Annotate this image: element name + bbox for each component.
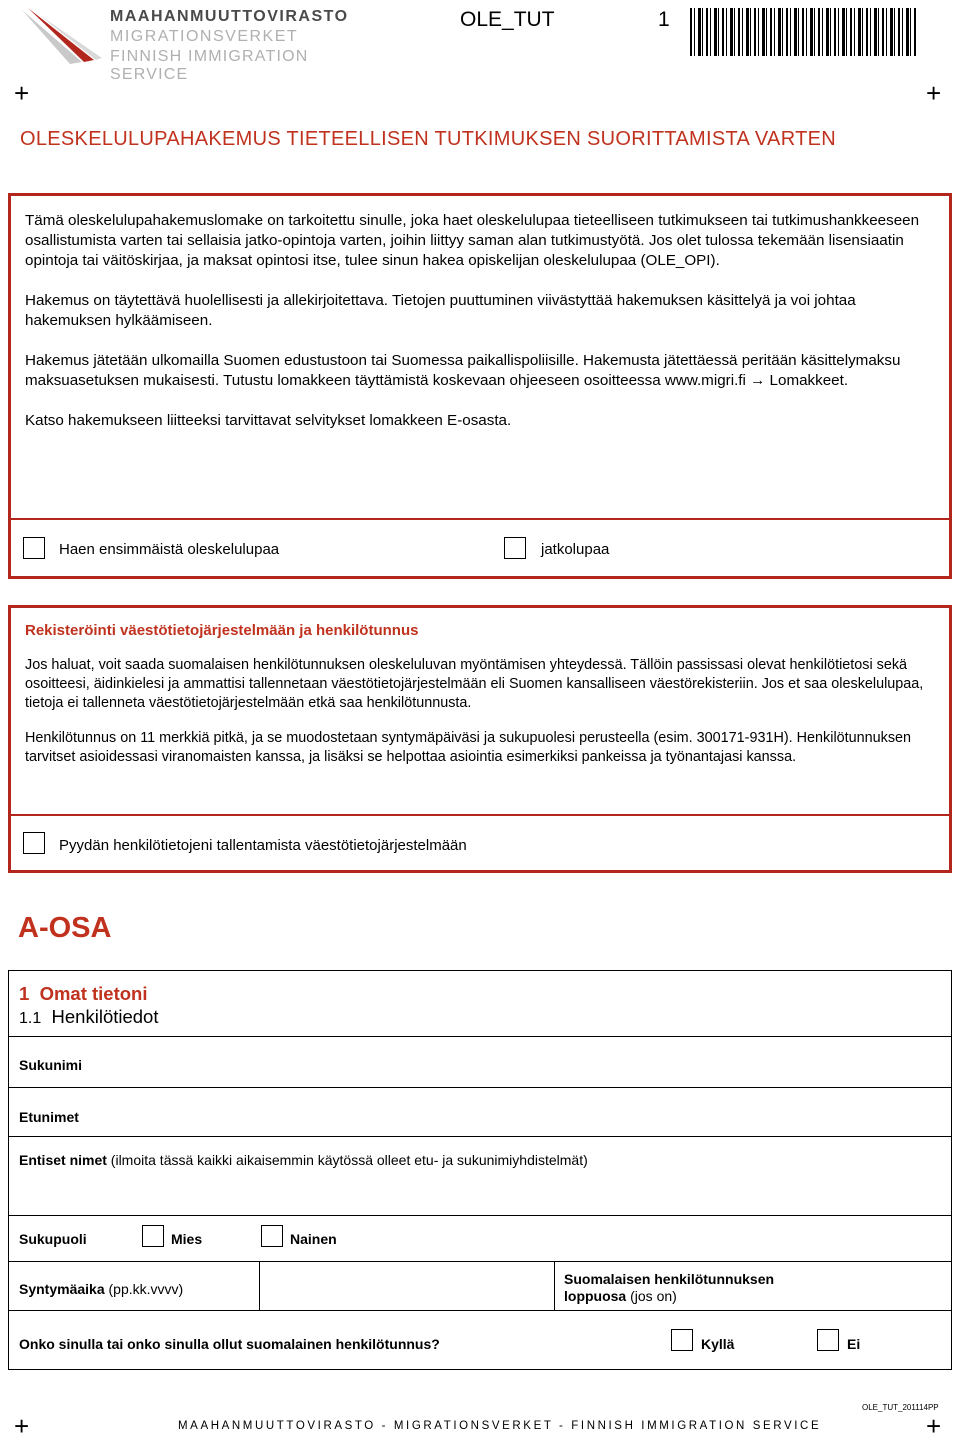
intro-paragraph: Katso hakemukseen liitteeksi tarvittavat selvitykset lomakkeen E-osasta.	[25, 412, 512, 429]
registration-mark-icon: +	[14, 78, 30, 108]
org-name-sv: MIGRATIONSVERKET	[110, 28, 299, 45]
intro-text	[25, 211, 935, 451]
pin-end-field[interactable]	[729, 1262, 951, 1310]
section-1-heading: 1 Omat tietoni	[19, 983, 148, 1004]
sex-female-label: Nainen	[290, 1231, 337, 1247]
surname-field[interactable]	[109, 1037, 951, 1087]
divider	[11, 814, 949, 816]
section-1-1-heading: 1.1 Henkilötiedot	[19, 1006, 159, 1027]
registration-paragraph: Henkilötunnus on 11 merkkiä pitkä, ja se muodostetaan syntymäpäiväsi ja sukupuolesi perusteella (esim. 300171-931H). Henkilötunnuksen tarvitset asioidessasi viranomaisten kanssa, ja lisäksi se helpottaa asiointia esimerkiksi pankeissa ja työnantajasi kanssa.	[25, 730, 912, 765]
page-number: 1	[658, 8, 670, 31]
version-code: OLE_TUT_201114PP	[862, 1403, 939, 1412]
registration-panel	[8, 605, 952, 873]
org-name-en: FINNISH IMMIGRATION SERVICE	[110, 48, 309, 83]
had-pin-question: Onko sinulla tai onko sinulla ollut suomalainen henkilötunnus?	[19, 1336, 440, 1352]
logo-wing-icon	[18, 4, 108, 72]
row-divider	[9, 1215, 951, 1216]
divider	[11, 518, 949, 520]
registration-mark-icon: +	[14, 1411, 30, 1439]
intro-paragraph: Tämä oleskelulupahakemuslomake on tarkoitettu sinulle, joka haet oleskelulupaa tieteelliseen tutkimukseen tai tutkimushankkeeseen osallistumista varten tai sellaisia jatko-opintoja varten, joihin liittyy saman alan tutkimustyötä. Jos olet tulossa tekemään lisensiaatin opintoja tai väitöskirjaa, ja maksat opintosi itse, tulee sinun hakea opiskelijan oleskelulupaa (OLE_OPI).	[25, 212, 920, 269]
registration-mark-icon: +	[926, 1411, 942, 1439]
extension-permit-checkbox[interactable]	[504, 537, 526, 559]
register-request-label: Pyydän henkilötietojeni tallentamista väestötietojärjestelmään	[59, 837, 467, 854]
row-divider	[9, 1136, 951, 1137]
form-code: OLE_TUT	[460, 8, 555, 31]
page-title: OLESKELULUPAHAKEMUS TIETEELLISEN TUTKIMUKSEN SUORITTAMISTA VARTEN	[20, 128, 836, 150]
former-names-label: Entiset nimet (ilmoita tässä kaikki aikaisemmin käytössä olleet etu- ja sukunimiyhdistelmät)	[19, 1152, 588, 1168]
had-pin-no-checkbox[interactable]	[817, 1329, 839, 1351]
registration-mark-icon: +	[926, 78, 942, 108]
registration-paragraph: Jos haluat, voit saada suomalaisen henkilötunnuksen oleskeluluvan myöntämisen yhteydessä. Tällöin passissasi olevat henkilötietosi sekä osoitteesi, äidinkielesi ja ammattisi tallennetaan väestötietojärjestelmään eli Suomen kansalliseen väestörekisteriin. Jos et saa oleskelulupaa, tietoja ei tallenneta väestötietojärjestelmään etkä saa henkilötunnusta.	[25, 657, 924, 711]
extension-permit-label: jatkolupaa	[541, 541, 610, 558]
surname-label: Sukunimi	[19, 1057, 83, 1073]
sex-female-checkbox[interactable]	[261, 1225, 283, 1247]
org-name-fi: MAAHANMUUTTOVIRASTO	[110, 8, 349, 25]
column-divider	[554, 1261, 555, 1310]
intro-paragraph: Hakemus on täytettävä huolellisesti ja allekirjoitettava. Tietojen puuttuminen viivästyttää hakemuksen käsittelyä ja voi johtaa hakemuksen hylkäämiseen.	[25, 292, 856, 329]
footer-org-line: MAAHANMUUTTOVIRASTO - MIGRATIONSVERKET - FINNISH IMMIGRATION SERVICE	[178, 1420, 822, 1432]
register-request-checkbox[interactable]	[23, 832, 45, 854]
first-permit-label: Haen ensimmäistä oleskelulupaa	[59, 541, 280, 558]
had-pin-yes-checkbox[interactable]	[671, 1329, 693, 1351]
registration-text	[25, 656, 935, 787]
barcode-icon	[690, 8, 918, 56]
arrow-right-icon: →	[750, 372, 766, 389]
personal-info-table	[8, 970, 952, 1370]
intro-panel	[8, 193, 952, 579]
registration-heading: Rekisteröinti väestötietojärjestelmään ja henkilötunnus	[25, 622, 419, 639]
pin-end-label: Suomalaisen henkilötunnuksen loppuosa (jos on)	[564, 1271, 775, 1304]
sex-male-label: Mies	[171, 1231, 203, 1247]
had-pin-no-label: Ei	[847, 1336, 861, 1352]
intro-paragraph: Hakemus jätetään ulkomailla Suomen edustustoon tai Suomessa paikallispoliisille. Hakemusta jätettäessä peritään käsittelymaksu maksuasetuksen mukaisesti. Tutustu lomakkeen täyttämistä koskevaan ohjeeseen osoitteessa www.migri.fi → Lomakkeet.	[25, 352, 901, 389]
first-permit-checkbox[interactable]	[23, 537, 45, 559]
sex-label: Sukupuoli	[19, 1231, 87, 1247]
sex-male-checkbox[interactable]	[142, 1225, 164, 1247]
first-names-field[interactable]	[109, 1088, 951, 1136]
former-names-field[interactable]	[9, 1171, 951, 1215]
row-divider	[9, 1310, 951, 1311]
first-names-label: Etunimet	[19, 1109, 79, 1125]
dob-field[interactable]	[260, 1262, 554, 1310]
logo	[18, 4, 349, 83]
had-pin-yes-label: Kyllä	[701, 1336, 735, 1352]
dob-label: Syntymäaika (pp.kk.vvvv)	[19, 1281, 184, 1297]
section-a-heading: A-OSA	[18, 912, 112, 944]
